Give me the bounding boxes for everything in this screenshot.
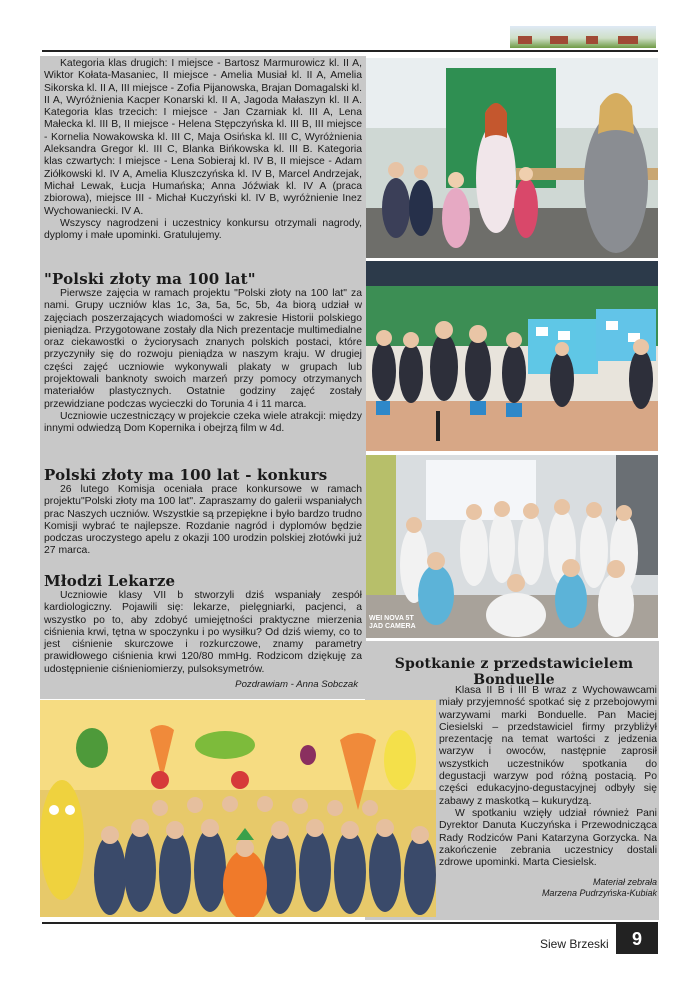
- article-paragraph: W spotkaniu wzięły udział również Pani Dyrektor Danuta Kuczyńska i Przewodnicząca Rady Rodziców Pani Katarzyna Gorzycka. Na zakończenie zebrania uczestnicy dostali zdrowe upominki. Marta Ciesielsk.: [439, 807, 657, 869]
- article-signature: Pozdrawiam - Anna Sobczak: [235, 679, 358, 691]
- article-paragraph: Uczniowie uczestniczący w projekcie czeka wiele atrakcji: między innymi odwiedzą Dom Kopernika i obejrzą film w 4d.: [44, 410, 362, 435]
- article-paragraph: Klasa II B i III B wraz z Wychowawcami miały przyjemność spotkać się z przebojowymi warzywami marki Bonduelle. Pan Maciej Ciesielski – przedstawiciel firmy przybliżył prezentację na temat wartości z jedzenia warzyw i owoców, następnie zaprosił wszystkich uczestników spotkania do degustacji warzyw pod różną postacią. Po części edukacyjno-degustacyjnej odbyły się zabawy z maskotką – kukurydzą.: [439, 685, 657, 807]
- article-paragraph: Kategoria klas drugich: I miejsce - Bartosz Marmurowicz kl. II A, Wiktor Kołata-Masaniec, II miejsce - Amelia Musiał kl. II A, Amelia Sikorska kl. II A, III miejsce - Zofia Pijanowska, Brajan Domagalski kl. II A, Wyróżnienia Kacper Konarski kl. II A, Jagoda Małaszyn kl. II A. Kategoria klas trzecich: I miejsce - Jan Czarniak kl. III A, Lena Małecka kl. III B, II miejsce - Helena Stępczyńska kl. III B, III miejsce - Kornelia Nowakowska kl. III C, Maja Osińska kl. III C, Wyróżnienia Aleksandra Gregor kl. III C, Blanka Bińkowska kl. III B. Kategoria klas czwartych: I miejsce - Lena Sobieraj kl. IV B, II miejsce - Adam Ziółkowski kl. IV A, Amelia Kluszczyńska kl. IV B, Marcel Andrzejak, Michał Lewak, Łucja Humańska; Anna Jóźwiak kl. IV A (praca zbiorowa), miejsce III - Michał Kuczyński kl. IV B, wyróżnienie Inez Wychowaniecki. IV A.: [44, 58, 362, 217]
- page-number: 9: [616, 924, 658, 954]
- photo-award-ceremony: [366, 58, 658, 258]
- article-bonduelle: [439, 685, 657, 908]
- article-young-doctors: [44, 572, 362, 690]
- photo-zloty-project-group: [366, 261, 658, 451]
- article-paragraph: Pierwsze zajęcia w ramach projektu "Polski złoty na 100 lat" za nami. Grupy uczniów klas 1c, 3a, 5a, 5c, 5b, 4a biorą udział w zajęciach poszerzających wiadomości w zakresie Historii polskiego pieniądza. Przygotowane zostały dla Nich prezentacje multimedialne oraz ciekawostki o życiorysach znanych polskich postaci, które przyczyniły się do rozwoju pieniądza w naszym kraju. W drugiej części zajęć uczniowie wykonywali plakaty w grupach lub projektowali banknoty swoich marzeń przy pomocy otrzymanych materiałów plastycznych. Ostatnie godziny zajęć zostały przewidziane podczas wycieczki do Torunia 4 i 11 marca.: [44, 288, 362, 410]
- photo-young-doctors: [366, 455, 658, 638]
- magazine-title: Siew Brzeski: [540, 937, 609, 951]
- article-heading: Polski złoty ma 100 lat - konkurs: [44, 466, 328, 484]
- camera-watermark: WEI NOVA 5T JAD CAMERA: [369, 615, 416, 630]
- article-competition-results: [44, 58, 362, 242]
- article-paragraph: 26 lutego Komisja oceniała prace konkursowe w ramach projektu"Polski złoty ma 100 lat". Zapraszamy do galerii wspaniałych prac Naszych uczniów. Wszystkie są przepiękne i było bardzo trudno Komisji wybrać te najlepsze. Rozdanie nagród i dyplomów będzie podczas uroczystego apelu z okazji 100 urodzin polskiej złotówki już 27 marca.: [44, 484, 362, 557]
- header-banner-image: [510, 26, 656, 48]
- article-bonduelle-heading-wrap: [368, 656, 660, 688]
- article-zloty-contest: [44, 466, 362, 558]
- article-paragraph: Wszyscy nagrodzeni i uczestnicy konkursu otrzymali nagrody, dyplomy i małe upominki. Gratulujemy.: [44, 217, 362, 242]
- article-paragraph: Uczniowie klasy VII b stworzyli dziś wspaniały zespół kardiologiczny. Pojawili się: lekarze, pielęgniarki, pacjenci, a wszystko po to, aby zdobyć umiejętności praktyczne mierzenia ciśnienia krwi, tętna w spoczynku i po wysiłku? Od dziś wiemy, co to jest ciśnienie skurczowe i rozkurczowe, znamy parametry prawidłowego ciśnienia krwi 120/80 mmHg. Rodzicom dziękuję za udostępnienie ciśnieniomierzy, pulsoksymetrów.: [44, 590, 362, 675]
- article-heading: "Polski złoty ma 100 lat": [44, 270, 256, 288]
- photo-bonduelle-meeting: [40, 700, 436, 917]
- article-heading: Młodzi Lekarze: [44, 572, 176, 590]
- article-heading: Spotkanie z przedstawicielem Bonduelle: [394, 656, 634, 688]
- article-signature: Materiał zebrała Marzena Pudrzyńska-Kubiak: [541, 877, 657, 899]
- article-polish-zloty: [44, 270, 362, 436]
- header-rule: [42, 50, 658, 52]
- footer-rule: [42, 922, 658, 924]
